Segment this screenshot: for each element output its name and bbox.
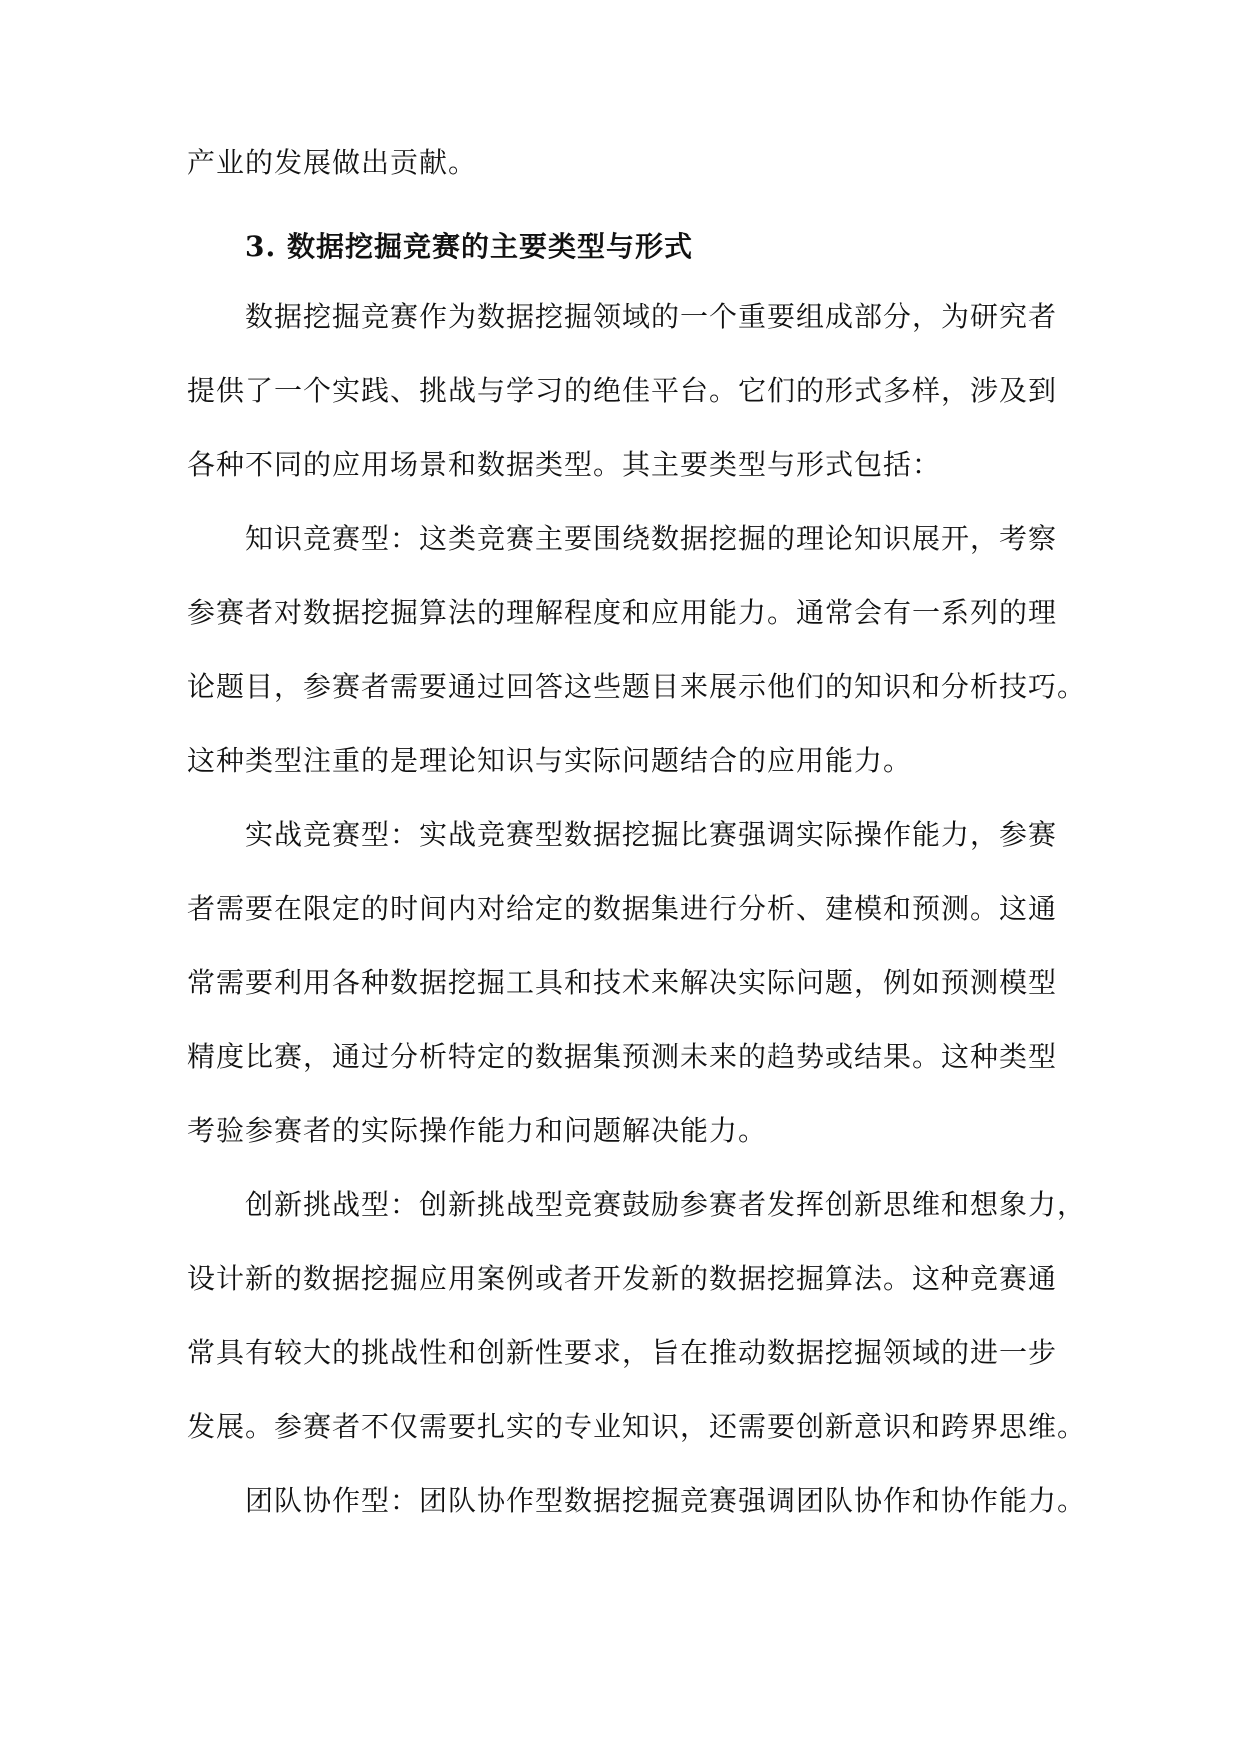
paragraph-line: 各种不同的应用场景和数据类型。其主要类型与形式包括：	[187, 448, 942, 481]
document-body	[187, 143, 1087, 1555]
paragraph-line: 知识竞赛型：这类竞赛主要围绕数据挖掘的理论知识展开，考察	[245, 522, 1058, 555]
paragraph-line: 这种类型注重的是理论知识与实际问题结合的应用能力。	[187, 744, 913, 777]
paragraph-line: 实战竞赛型：实战竞赛型数据挖掘比赛强调实际操作能力，参赛	[245, 818, 1058, 851]
paragraph-4	[187, 1185, 1087, 1447]
paragraph-line: 设计新的数据挖掘应用案例或者开发新的数据挖掘算法。这种竞赛通	[187, 1262, 1058, 1295]
paragraph-line: 提供了一个实践、挑战与学习的绝佳平台。它们的形式多样，涉及到	[187, 374, 1058, 407]
paragraph-line: 者需要在限定的时间内对给定的数据集进行分析、建模和预测。这通	[187, 892, 1058, 925]
section-heading: 3. 数据挖掘竞赛的主要类型与形式	[245, 230, 693, 263]
paragraph-5	[187, 1481, 1087, 1521]
paragraph-line: 常具有较大的挑战性和创新性要求，旨在推动数据挖掘领域的进一步	[187, 1336, 1058, 1369]
paragraph-line: 常需要利用各种数据挖掘工具和技术来解决实际问题，例如预测模型	[187, 966, 1058, 999]
paragraph-3	[187, 815, 1057, 1151]
paragraph-line: 精度比赛，通过分析特定的数据集预测未来的趋势或结果。这种类型	[187, 1040, 1058, 1073]
paragraph-2	[187, 519, 1087, 781]
paragraph-1	[187, 297, 1057, 485]
paragraph-line: 创新挑战型：创新挑战型竞赛鼓励参赛者发挥创新思维和想象力，	[245, 1188, 1087, 1221]
paragraph-line: 团队协作型：团队协作型数据挖掘竞赛强调团队协作和协作能力。	[245, 1484, 1087, 1517]
paragraph-line: 考验参赛者的实际操作能力和问题解决能力。	[187, 1114, 768, 1147]
paragraph-line: 数据挖掘竞赛作为数据挖掘领域的一个重要组成部分，为研究者	[245, 300, 1058, 333]
paragraph-line: 发展。参赛者不仅需要扎实的专业知识，还需要创新意识和跨界思维。	[187, 1410, 1087, 1443]
paragraph-line: 参赛者对数据挖掘算法的理解程度和应用能力。通常会有一系列的理	[187, 596, 1058, 629]
paragraph-line: 论题目，参赛者需要通过回答这些题目来展示他们的知识和分析技巧。	[187, 670, 1087, 703]
intro-line: 产业的发展做出贡献。	[187, 146, 478, 179]
